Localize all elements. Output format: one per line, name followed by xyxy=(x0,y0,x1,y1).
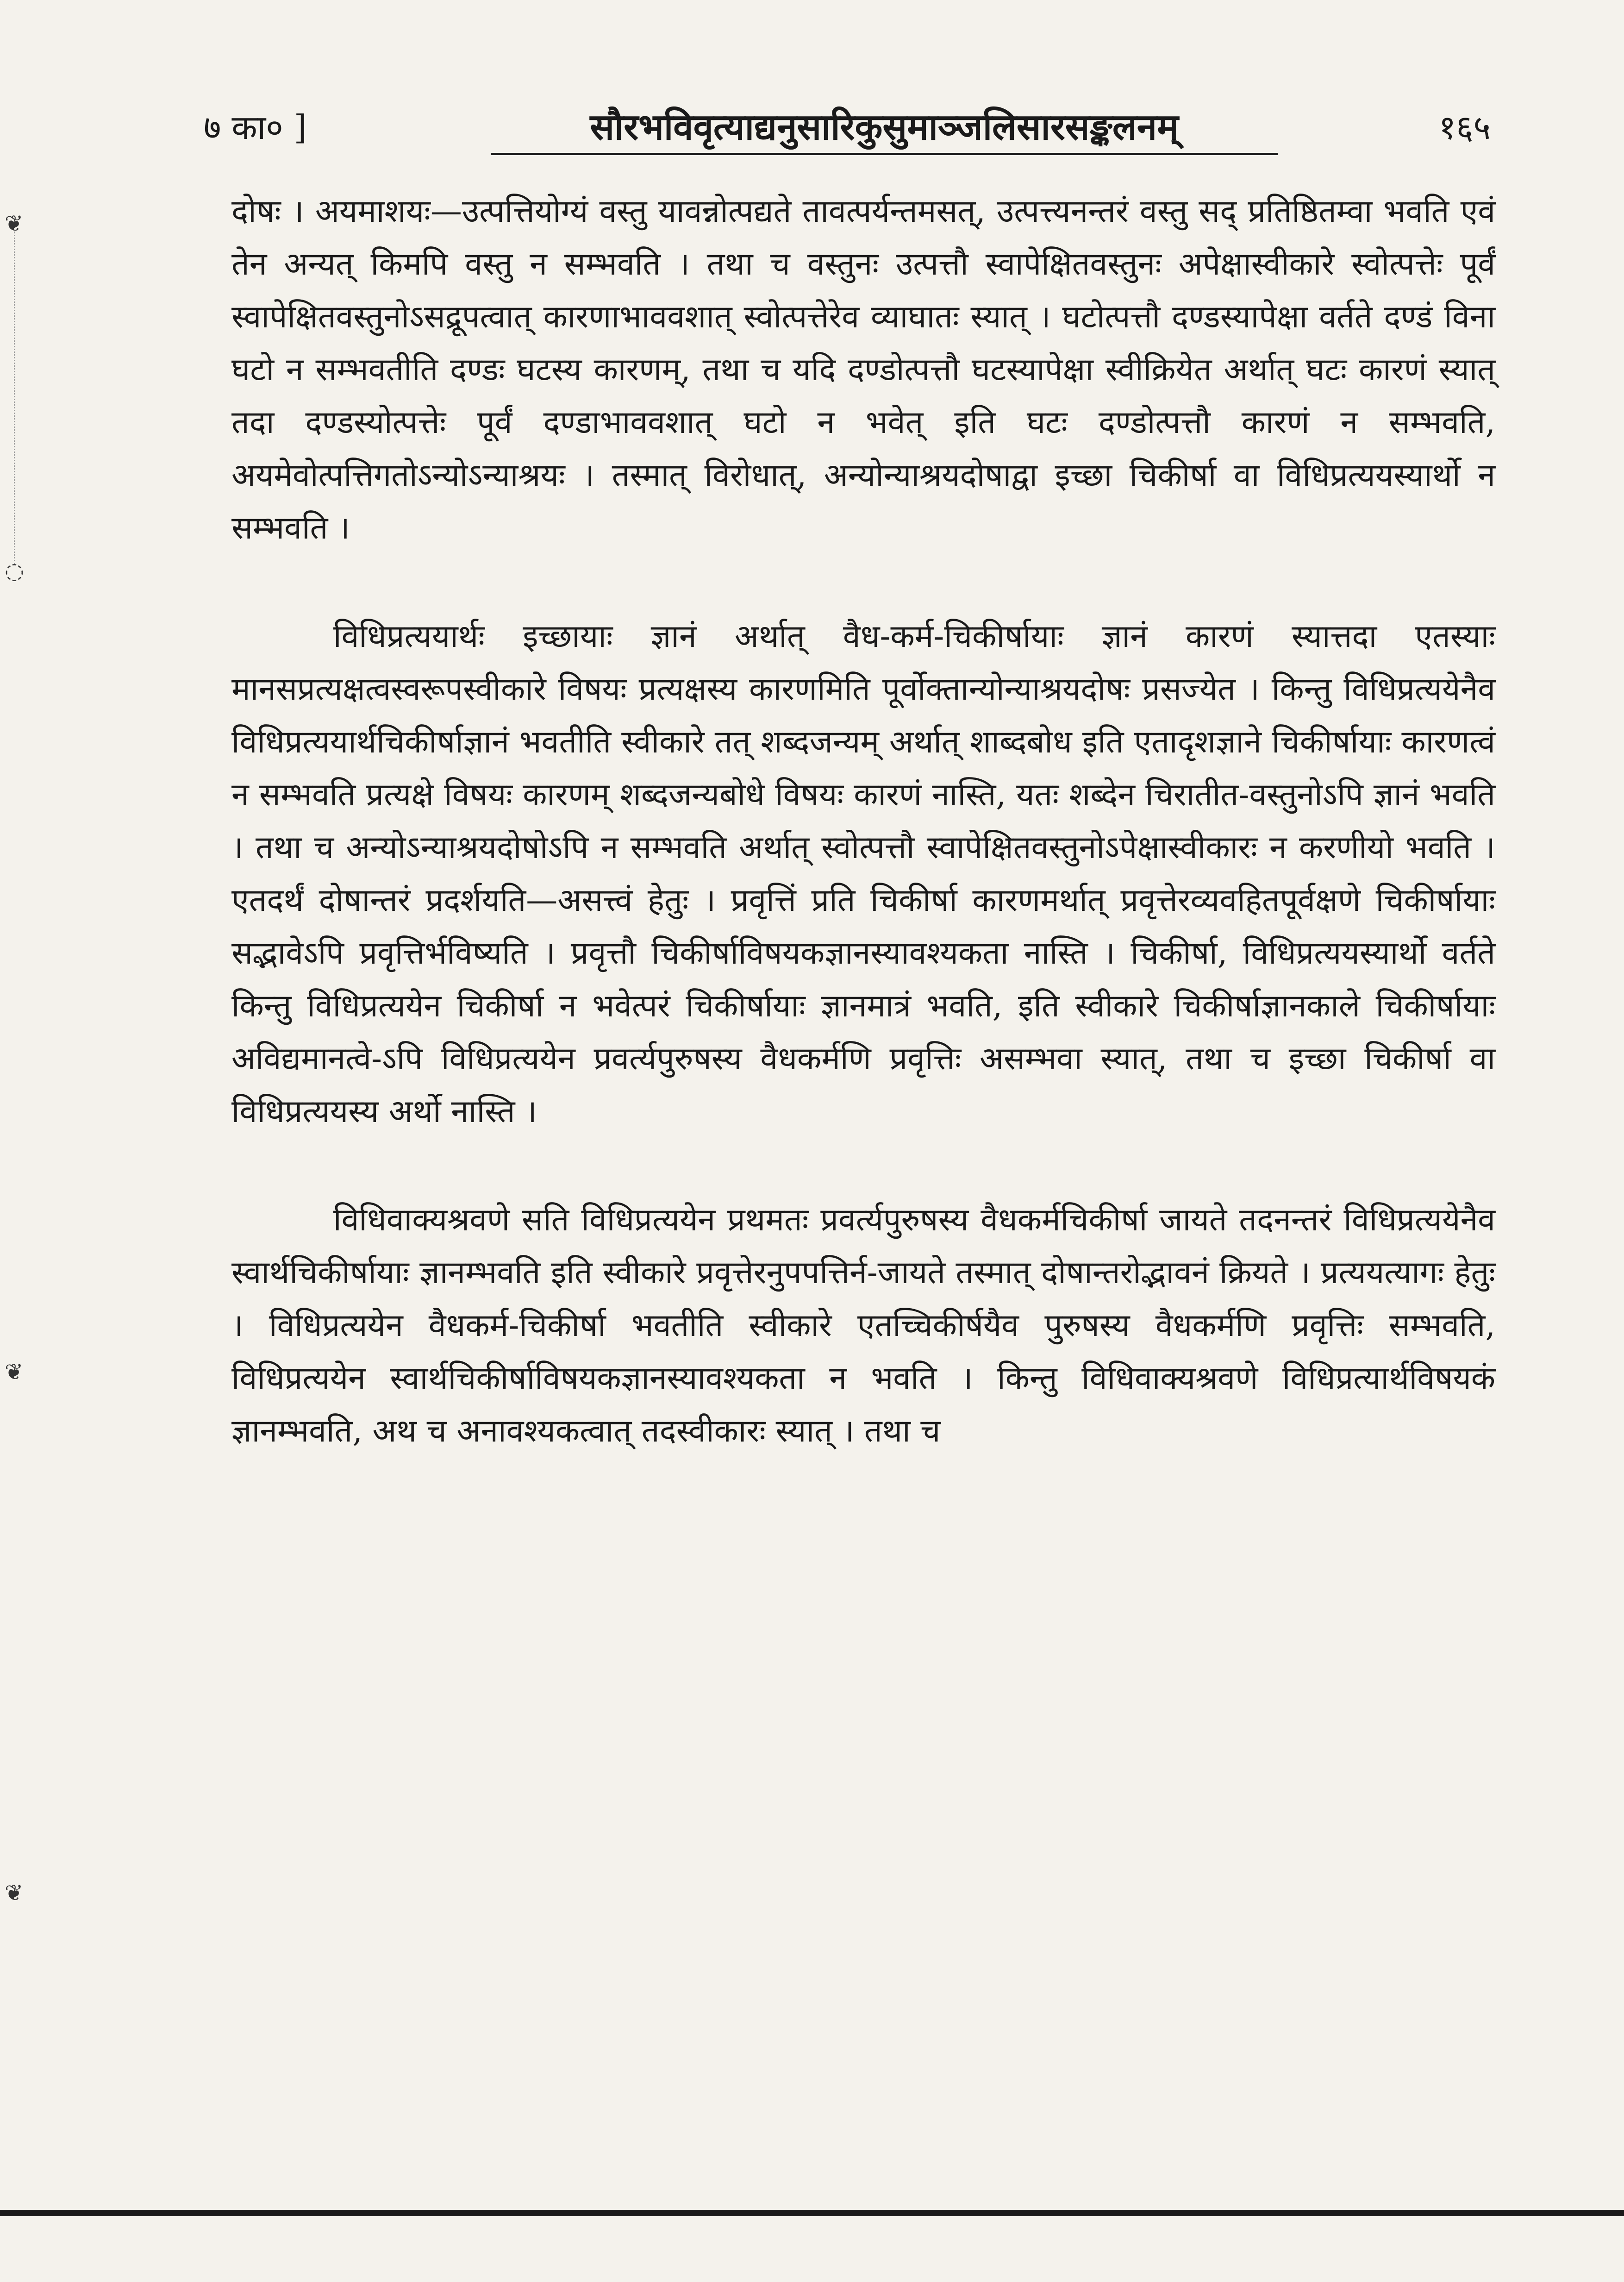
margin-ornament-icon: ❦ xyxy=(5,211,24,237)
running-title: सौरभविवृत्याद्यनुसारिकुसुमाञ्जलिसारसङ्कलनम् xyxy=(491,102,1278,155)
margin-ring-icon: ◌ xyxy=(5,558,24,584)
paragraph-2: विधिप्रत्ययार्थः इच्छायाः ज्ञानं अर्थात् वैध-कर्म-चिकीर्षायाः ज्ञानं कारणं स्यात्तदा एतस्याः मानसप्रत्यक्षत्वस्वरूपस्वीकारे विषयः प्रत्यक्षस्य कारणमिति पूर्वोक्तान्योन्याश्रयदोषः प्रसज्येत । किन्तु विधिप्रत्ययेनैव विधिप्रत्ययार्थचिकीर्षाज्ञानं भवतीति स्वीकारे तत् शब्दजन्यम् अर्थात् शाब्दबोध इति एतादृशज्ञाने चिकीर्षायाः कारणत्वं न सम्भवति प्रत्यक्षे विषयः कारणम् शब्दजन्यबोधे विषयः कारणं नास्ति, यतः शब्देन चिरातीत-वस्तुनोऽपि ज्ञानं भवति । तथा च अन्योऽन्याश्रयदोषोऽपि न सम्भवति अर्थात् स्वोत्पत्तौ स्वापेक्षितवस्तुनोऽपेक्षास्वीकारः न करणीयो भवति । एतदर्थं दोषान्तरं प्रदर्शयति—असत्त्वं हेतुः । प्रवृत्तिं प्रति चिकीर्षा कारणमर्थात् प्रवृत्तेरव्यवहितपूर्वक्षणे चिकीर्षायाः सद्भावेऽपि प्रवृत्तिर्भविष्यति । प्रवृत्तौ चिकीर्षाविषयकज्ञानस्यावश्यकता नास्ति । चिकीर्षा, विधिप्रत्ययस्यार्थो वर्तते किन्तु विधिप्रत्ययेन चिकीर्षा न भवेत्परं चिकीर्षायाः ज्ञानमात्रं भवति, इति स्वीकारे चिकीर्षाज्ञानकाले चिकीर्षायाः अविद्यमानत्वे-ऽपि विधिप्रत्ययेन प्रवर्त्यपुरुषस्य वैधकर्मणि प्रवृत्तिः असम्भवा स्यात्, तथा च इच्छा चिकीर्षा वा विधिप्रत्ययस्य अर्थो नास्ति । xyxy=(231,618,1495,1130)
body-text xyxy=(231,185,1495,1513)
bottom-rule xyxy=(0,2210,1624,2216)
paragraph-3: विधिवाक्यश्रवणे सति विधिप्रत्ययेन प्रथमतः प्रवर्त्यपुरुषस्य वैधकर्मचिकीर्षा जायते तदनन्तरं विधिप्रत्ययेनैव स्वार्थचिकीर्षायाः ज्ञानम्भवति इति स्वीकारे प्रवृत्तेरनुपपत्तिर्न-जायते तस्मात् दोषान्तरोद्भावनं क्रियते । प्रत्ययत्यागः हेतुः । विधिप्रत्ययेन वैधकर्म-चिकीर्षा भवतीति स्वीकारे एतच्चिकीर्षयैव पुरुषस्य वैधकर्मणि प्रवृत्तिः सम्भवति, विधिप्रत्ययेन स्वार्थचिकीर्षाविषयकज्ञानस्यावश्यकता न भवति । किन्तु विधिवाक्यश्रवणे विधिप्रत्यार्थविषयकं ज्ञानम्भवति, अथ च अनावश्यकत्वात् तदस्वीकारः स्यात् । तथा च xyxy=(231,1202,1495,1449)
paragraph-1: दोषः । अयमाशयः—उत्पत्तियोग्यं वस्तु यावन्नोत्पद्यते तावत्पर्यन्तमसत्, उत्पत्त्यनन्तरं वस्तु सद् प्रतिष्ठितम्वा भवति एवं तेन अन्यत् किमपि वस्तु न सम्भवति । तथा च वस्तुनः उत्पत्तौ स्वापेक्षितवस्तुनः अपेक्षास्वीकारे स्वोत्पत्तेः पूर्वं स्वापेक्षितवस्तुनोऽसद्रूपत्वात् कारणाभाववशात् स्वोत्पत्तेरेव व्याघातः स्यात् । घटोत्पत्तौ दण्डस्यापेक्षा वर्तते दण्डं विना घटो न सम्भवतीति दण्डः घटस्य कारणम्, तथा च यदि दण्डोत्पत्तौ घटस्यापेक्षा स्वीक्रियेत अर्थात् घटः कारणं स्यात् तदा दण्डस्योत्पत्तेः पूर्वं दण्डाभाववशात् घटो न भवेत् इति घटः दण्डोत्पत्तौ कारणं न सम्भवति, अयमेवोत्पत्तिगतोऽन्योऽन्याश्रयः । तस्मात् विरोधात्, अन्योन्याश्रयदोषाद्वा इच्छा चिकीर्षा वा विधिप्रत्ययस्यार्थो न सम्भवति । xyxy=(231,193,1495,546)
chapter-marker: ७ का० ] xyxy=(204,108,307,147)
margin-dotted-line xyxy=(14,232,15,565)
page-number: १६५ xyxy=(1438,108,1491,147)
running-header xyxy=(204,102,1491,162)
margin-ornament-icon: ❦ xyxy=(5,1359,24,1385)
margin-ornament-icon: ❦ xyxy=(5,1880,24,1906)
